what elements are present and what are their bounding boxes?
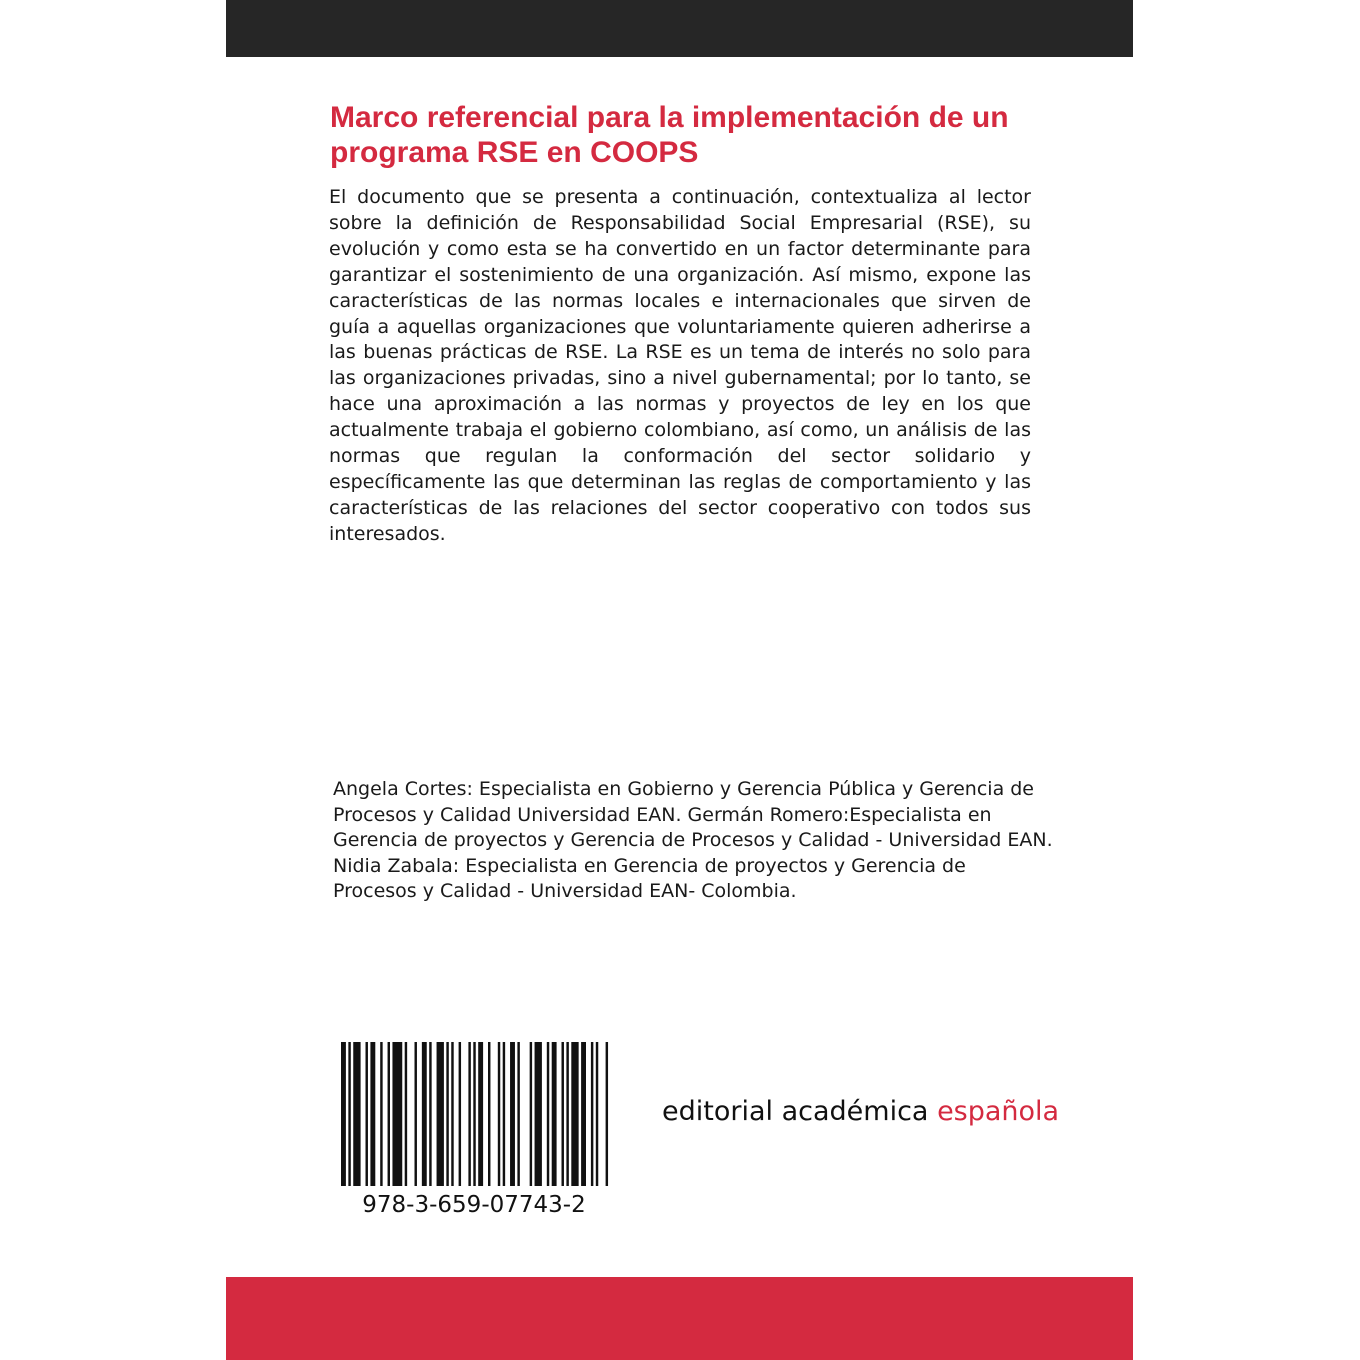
barcode-bar xyxy=(468,1042,470,1186)
barcode-bar xyxy=(459,1042,461,1186)
barcode-bar xyxy=(606,1042,608,1186)
barcode-bar xyxy=(488,1042,490,1186)
barcode-bar xyxy=(566,1042,568,1186)
isbn-number: 978-3-659-07743-2 xyxy=(362,1192,586,1218)
top-band xyxy=(226,0,1133,57)
barcode-bar xyxy=(415,1042,417,1186)
barcode-bar xyxy=(341,1042,346,1186)
barcode-bar xyxy=(392,1042,402,1186)
barcode-bar xyxy=(503,1042,505,1186)
barcode-bar xyxy=(498,1042,500,1186)
authors-bio: Angela Cortes: Especialista en Gobierno y Gerencia Pública y Gerencia de Procesos y Calidad Universidad EAN. Germán Romero:Especialista en Gerencia de proyectos y Gerencia de Procesos y Calidad - Universidad EAN. Nidia Zabala: Especialista en Gerencia de proyectos y Gerencia de Procesos y Calidad - Universidad EAN- Colombia. xyxy=(333,778,1053,903)
barcode-bar xyxy=(530,1042,532,1186)
barcode-bar xyxy=(535,1042,542,1186)
barcode-bar xyxy=(571,1042,578,1186)
barcode-bar xyxy=(478,1042,483,1186)
barcode-bar xyxy=(596,1042,598,1186)
barcode-bar xyxy=(388,1042,390,1186)
book-summary: El documento que se presenta a continuación, contextualiza al lector sobre la definición de Responsabilidad Social Empresarial (RSE), su evolución y como esta se ha convertido en un factor determinante para garantizar el sostenimiento de una organización. Así mismo, expone las características de las normas locales e internacionales que sirven de guía a aquellas organizaciones que voluntariamente quieren adherirse a las buenas prácticas de RSE. La RSE es un tema de interés no solo para las organizaciones privadas, sino a nivel gubernamental; por lo tanto, se hace una aproximación a las normas y proyectos de ley en los que actualmente trabaja el gobierno colombiano, así como, un análisis de las normas que regulan la conformación del sector solidario y específicamente las que determinan las reglas de comportamiento y las características de las relaciones del sector cooperativo con todos sus interesados. xyxy=(329,186,1031,545)
barcode-bar xyxy=(380,1042,382,1186)
barcode-bar xyxy=(446,1042,448,1186)
isbn-barcode xyxy=(338,1040,610,1220)
barcode-bar xyxy=(562,1042,564,1186)
barcode-bar xyxy=(422,1042,427,1186)
publisher-name-part1: editorial académica xyxy=(662,1096,929,1127)
barcode-bar xyxy=(437,1042,444,1186)
barcode-bar xyxy=(552,1042,557,1186)
back-cover xyxy=(226,0,1133,1360)
barcode-bar xyxy=(353,1042,360,1186)
barcode-bar xyxy=(517,1042,519,1186)
barcode-bar xyxy=(510,1042,515,1186)
bottom-band xyxy=(226,1277,1133,1360)
barcode-bar xyxy=(591,1042,593,1186)
barcode-bars xyxy=(338,1040,610,1188)
barcode-bar xyxy=(405,1042,407,1186)
barcode-bar xyxy=(348,1042,350,1186)
publisher-logo xyxy=(662,1094,1059,1130)
barcode-bar xyxy=(366,1042,368,1186)
publisher-name-part2: española xyxy=(937,1096,1060,1127)
book-title: Marco referencial para la implementación de un programa RSE en COOPS xyxy=(330,101,1009,169)
barcode-bar xyxy=(473,1042,475,1186)
barcode-bar xyxy=(370,1042,375,1186)
barcode-bar xyxy=(451,1042,453,1186)
barcode-bar xyxy=(581,1042,586,1186)
barcode-bar xyxy=(429,1042,431,1186)
barcode-bar xyxy=(547,1042,549,1186)
